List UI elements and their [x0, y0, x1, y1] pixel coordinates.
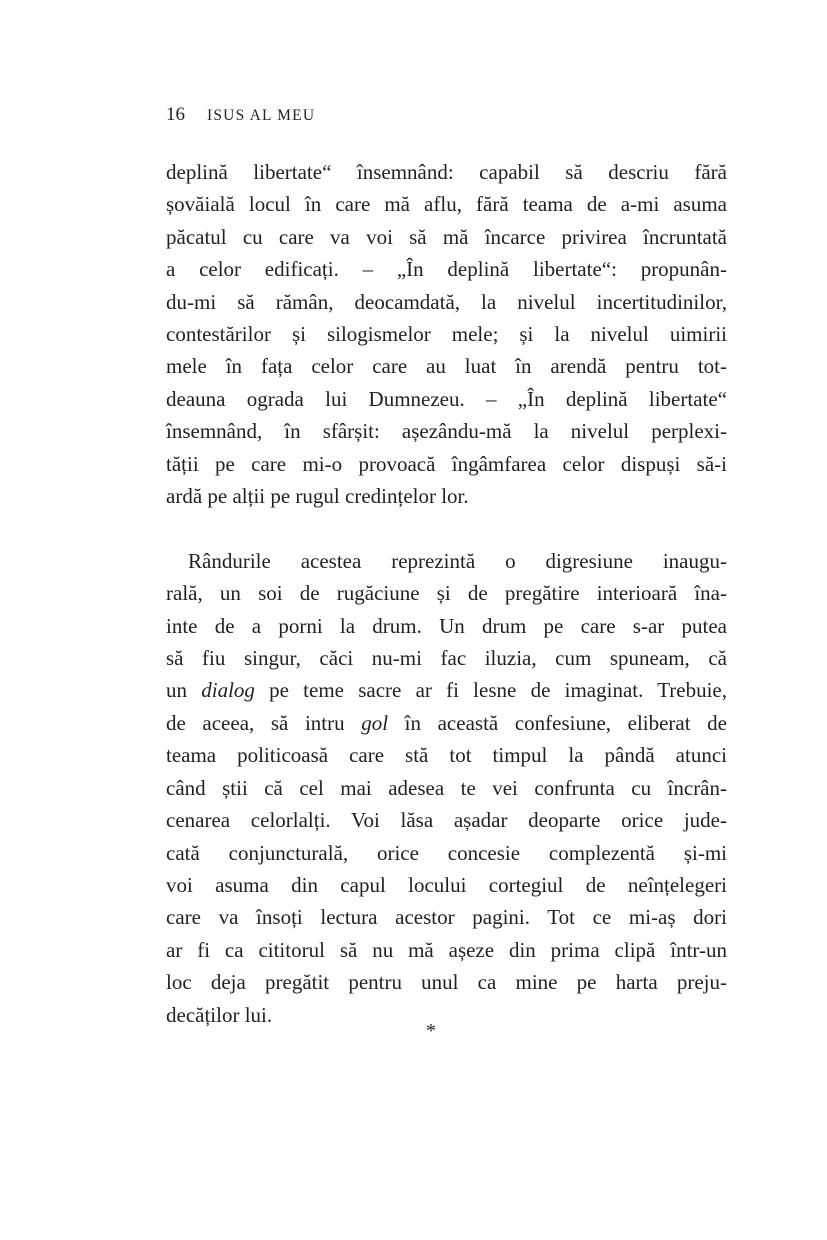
text-line: deplină libertate“ însemnând: capabil să descriu fără — [166, 160, 727, 184]
italic-word: dialog — [201, 678, 255, 703]
text-line: du-mi să rămân, deocamdată, la nivelul incertitudinilor, — [166, 289, 727, 314]
text-line: loc deja pregătit pentru unul ca mine pe harta preju- — [166, 970, 727, 995]
text-run: în această confesiune, eliberat de — [388, 710, 728, 735]
text-line: mele în fața celor care au luat în arendă pentru tot- — [166, 354, 727, 379]
text-run: un — [166, 678, 202, 703]
paragraph-gap — [166, 512, 727, 544]
paragraph — [166, 545, 727, 1031]
italic-word: gol — [361, 710, 389, 735]
running-header — [166, 104, 315, 126]
text-line: deauna ograda lui Dumnezeu. – „În deplină libertate“ — [166, 386, 727, 411]
body-text — [166, 156, 727, 1031]
text-line: care va însoți lectura acestor pagini. Tot ce mi-aș dori — [166, 905, 727, 930]
text-run: de aceea, să intru — [166, 710, 362, 735]
page-number: 16 — [166, 104, 185, 125]
text-run: pe teme sacre ar fi lesne de imaginat. Trebuie, — [254, 678, 728, 703]
text-line: a celor edificați. – „În deplină libertate“: propunân- — [166, 257, 727, 282]
text-line: Rândurile acestea reprezintă o digresiune inaugu- — [188, 548, 727, 573]
section-break-asterisk: * — [426, 1020, 436, 1042]
text-line: inte de a porni la drum. Un drum pe care s-ar putea — [166, 613, 727, 638]
text-line: voi asuma din capul locului cortegiul de neînțelegeri — [166, 872, 727, 897]
text-line: păcatul cu care va voi să mă încarce privirea încruntată — [166, 224, 727, 249]
text-line: când știi că cel mai adesea te vei confrunta cu încrân- — [166, 775, 727, 800]
text-line: teama politicoasă care stă tot timpul la pândă atunci — [166, 743, 727, 768]
running-title: ISUS AL MEU — [207, 107, 316, 124]
text-line: însemnând, în sfârșit: așezându-mă la nivelul perplexi- — [166, 419, 727, 444]
text-line: ardă pe alții pe rugul credințelor lor. — [166, 484, 469, 509]
text-line: decăților lui. — [166, 1002, 273, 1027]
text-line — [166, 674, 727, 706]
text-line: cată conjuncturală, orice concesie complezentă și-mi — [166, 840, 727, 865]
text-line: cenarea celorlalți. Voi lăsa așadar deoparte orice jude- — [166, 808, 727, 833]
text-line: contestărilor și silogismelor mele; și la nivelul uimirii — [166, 322, 727, 347]
text-line: să fiu singur, căci nu-mi fac iluzia, cum spuneam, că — [166, 646, 727, 671]
text-line: ar fi ca cititorul să nu mă așeze din prima clipă într-un — [166, 937, 727, 962]
paragraph — [166, 156, 727, 512]
text-line: tății pe care mi-o provoacă îngâmfarea celor dispuși să-i — [166, 451, 727, 476]
text-line: șovăială locul în care mă aflu, fără teama de a-mi asuma — [166, 192, 727, 217]
text-line: rală, un soi de rugăciune și de pregătire interioară îna- — [166, 581, 727, 606]
text-line — [166, 707, 727, 739]
